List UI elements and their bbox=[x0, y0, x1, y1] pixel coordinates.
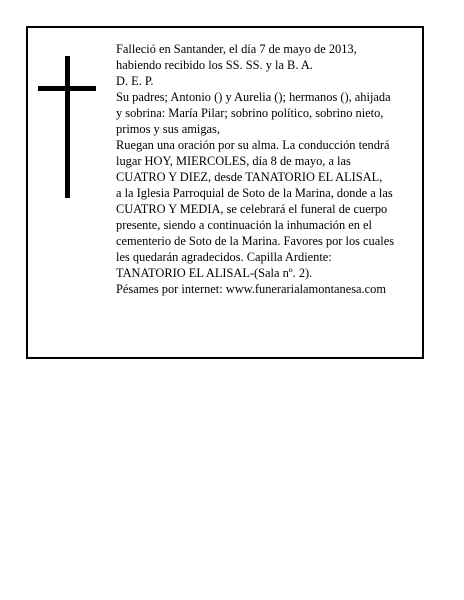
notice-line-sacraments: habiendo recibido los SS. SS. y la B. A. bbox=[116, 58, 313, 72]
cross-horizontal-bar bbox=[38, 86, 96, 91]
obituary-notice bbox=[26, 26, 424, 359]
notice-line-funeral: CUATRO Y MEDIA, se celebrará el funeral de cuerpo bbox=[116, 202, 388, 216]
notice-line-chapel: TANATORIO EL ALISAL-(Sala nº. 2). bbox=[116, 266, 313, 280]
notice-line-death: Falleció en Santander, el día 7 de mayo de 2013, bbox=[116, 42, 357, 56]
notice-line-family-2: y sobrina: María Pilar; sobrino político, sobrino nieto, bbox=[116, 106, 384, 120]
notice-line-prayer: Ruegan una oración por su alma. La conducción tendrá bbox=[116, 138, 390, 152]
notice-line-time: CUATRO Y DIEZ, desde TANATORIO EL ALISAL, bbox=[116, 170, 383, 184]
notice-line-burial: presente, siendo a continuación la inhumación en el bbox=[116, 218, 372, 232]
notice-line-family-1: Su padres; Antonio () y Aurelia (); hermanos (), ahijada bbox=[116, 90, 391, 104]
notice-text bbox=[116, 41, 422, 297]
cross-vertical-bar bbox=[65, 56, 70, 198]
notice-line-dep: D. E. P. bbox=[116, 74, 154, 88]
notice-line-thanks: les quedarán agradecidos. Capilla Ardiente: bbox=[116, 250, 332, 264]
notice-line-family-3: primos y sus amigas, bbox=[116, 122, 220, 136]
notice-line-church: a la Iglesia Parroquial de Soto de la Marina, donde a las bbox=[116, 186, 393, 200]
notice-line-date: lugar HOY, MIERCOLES, día 8 de mayo, a las bbox=[116, 154, 351, 168]
notice-line-cemetery: cementerio de Soto de la Marina. Favores por los cuales bbox=[116, 234, 395, 248]
notice-line-condolences: Pésames por internet: www.funerarialamontanesa.com bbox=[116, 282, 386, 296]
